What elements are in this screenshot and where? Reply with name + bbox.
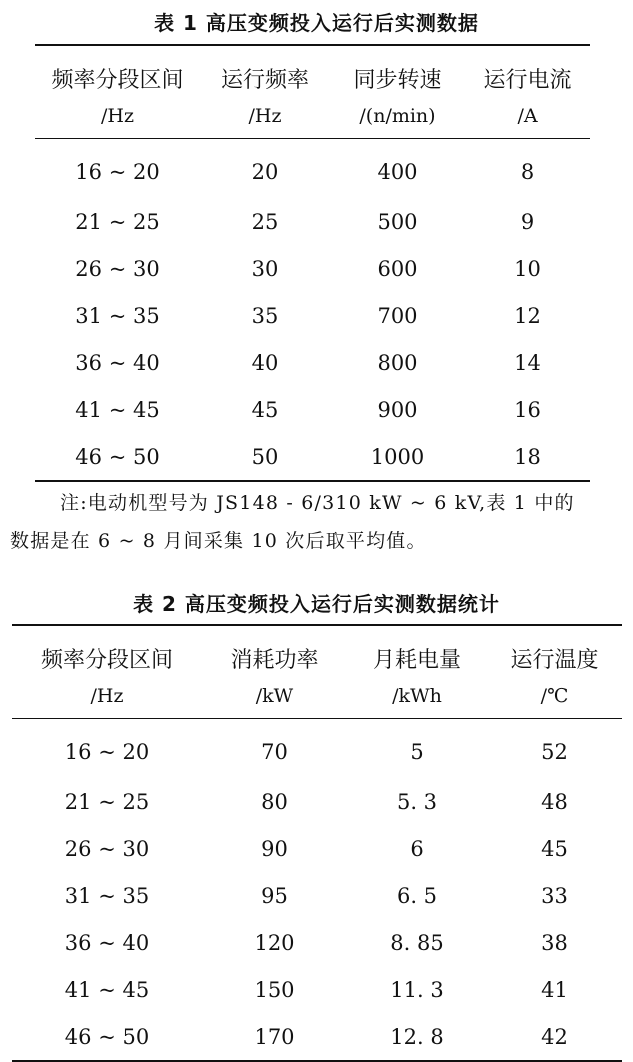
table1-row: [35, 139, 590, 199]
table1-cell: 9: [520, 209, 535, 234]
table1-row: [35, 386, 590, 433]
table1-cell: 12: [514, 303, 541, 328]
table1-cell: 30: [251, 256, 279, 281]
table2-cell: 80: [261, 789, 288, 814]
table1-cell: 8: [520, 159, 535, 184]
table1-note: [10, 484, 625, 560]
table1-header-cell: 频率分段区间: [51, 68, 184, 93]
table2-unit-cell: /kWh: [392, 685, 442, 707]
table1-header-cell: 运行频率: [220, 68, 309, 93]
table1-cell: 35: [251, 303, 279, 328]
table2-unit-row: [12, 674, 622, 719]
table2-header-cell: 频率分段区间: [40, 648, 173, 673]
note-line-2: 数据是在 6 ~ 8 月间采集 10 次后取平均值。: [10, 530, 427, 552]
table1-cell: 10: [514, 256, 541, 281]
table2-cell: 45: [541, 836, 568, 861]
table1-unit-row: [35, 94, 590, 139]
table1-row: [35, 245, 590, 292]
table1-row: [35, 292, 590, 339]
table2-unit-cell: /℃: [540, 685, 569, 707]
table1-row: [35, 339, 590, 386]
table2-cell: 16 ~ 20: [64, 739, 150, 764]
table1-unit-cell: /A: [517, 105, 538, 127]
table2-cell: 150: [254, 977, 295, 1002]
table2-cell: 6: [410, 836, 424, 861]
table1-cell: 700: [377, 303, 418, 328]
table2: [12, 624, 622, 1062]
table1-header-row: [35, 45, 590, 94]
table2-cell: 90: [261, 836, 288, 861]
table2-cell: 31 ~ 35: [64, 883, 150, 908]
table2-row: [12, 919, 622, 966]
table1-cell: 800: [377, 350, 418, 375]
table1: [35, 44, 590, 482]
table1-body: [35, 139, 590, 482]
table1-cell: 600: [377, 256, 418, 281]
table2-row: [12, 1013, 622, 1061]
table1-cell: 40: [251, 350, 279, 375]
table1-row: [35, 198, 590, 245]
table2-cell: 6. 5: [396, 883, 438, 908]
table2-header-cell: 运行温度: [510, 648, 599, 673]
table1-cell: 31 ~ 35: [75, 303, 160, 328]
table2-row: [12, 872, 622, 919]
table2-row: [12, 966, 622, 1013]
table1-cell: 1000: [370, 444, 425, 469]
table1-cell: 16: [514, 397, 541, 422]
table1-cell: 400: [377, 159, 418, 184]
table2-row: [12, 825, 622, 872]
table1-caption: 表 1 高压变频投入运行后实测数据: [154, 11, 479, 35]
table2-cell: 5: [410, 739, 424, 764]
table2-cell: 8. 85: [390, 930, 444, 955]
table2-cell: 170: [254, 1024, 295, 1049]
table1-cell: 20: [251, 159, 279, 184]
table2-cell: 46 ~ 50: [64, 1024, 150, 1049]
table2-cell: 5. 3: [396, 789, 438, 814]
table2-cell: 12. 8: [390, 1024, 444, 1049]
table2-header-cell: 消耗功率: [230, 648, 319, 673]
table1-unit-cell: /Hz: [248, 105, 282, 127]
table1-unit-cell: /(n/min): [359, 105, 436, 127]
table2-cell: 120: [254, 930, 295, 955]
table2-cell: 48: [541, 789, 568, 814]
table1-cell: 26 ~ 30: [75, 256, 160, 281]
table2-cell: 33: [541, 883, 568, 908]
table2-unit-cell: /Hz: [90, 685, 124, 707]
table2-cell: 41 ~ 45: [64, 977, 150, 1002]
table1-cell: 21 ~ 25: [75, 209, 160, 234]
table2-row: [12, 719, 622, 779]
table1-unit-cell: /Hz: [101, 105, 134, 127]
table1-cell: 18: [514, 444, 541, 469]
note-line-1: 注:电动机型号为 JS148 - 6/310 kW ~ 6 kV,表 1 中的: [60, 492, 575, 514]
table1-cell: 41 ~ 45: [75, 397, 160, 422]
table2-row: [12, 778, 622, 825]
table1-cell: 46 ~ 50: [75, 444, 160, 469]
table2-cell: 95: [261, 883, 288, 908]
table2-cell: 70: [261, 739, 288, 764]
table1-cell: 900: [377, 397, 418, 422]
table1-cell: 500: [377, 209, 418, 234]
table1-cell: 45: [251, 397, 279, 422]
table1-row: [35, 433, 590, 481]
table1-cell: 36 ~ 40: [75, 350, 160, 375]
table1-cell: 50: [251, 444, 279, 469]
table2-cell: 11. 3: [390, 977, 444, 1002]
table2-cell: 52: [541, 739, 568, 764]
table1-header-cell: 同步转速: [353, 68, 442, 93]
table1-cell: 14: [514, 350, 541, 375]
table2-cell: 42: [541, 1024, 568, 1049]
table1-cell: 25: [251, 209, 279, 234]
table2-unit-cell: /kW: [255, 685, 294, 707]
table2-body: [12, 719, 622, 1062]
table2-header-cell: 月耗电量: [372, 648, 461, 673]
table2-cell: 41: [541, 977, 568, 1002]
table2-cell: 36 ~ 40: [64, 930, 150, 955]
table2-caption: 表 2 高压变频投入运行后实测数据统计: [133, 592, 500, 616]
table2-header-row: [12, 625, 622, 674]
table2-cell: 26 ~ 30: [64, 836, 150, 861]
table2-cell: 38: [541, 930, 568, 955]
table2-cell: 21 ~ 25: [64, 789, 150, 814]
table1-header-cell: 运行电流: [483, 68, 572, 93]
table1-cell: 16 ~ 20: [75, 159, 160, 184]
